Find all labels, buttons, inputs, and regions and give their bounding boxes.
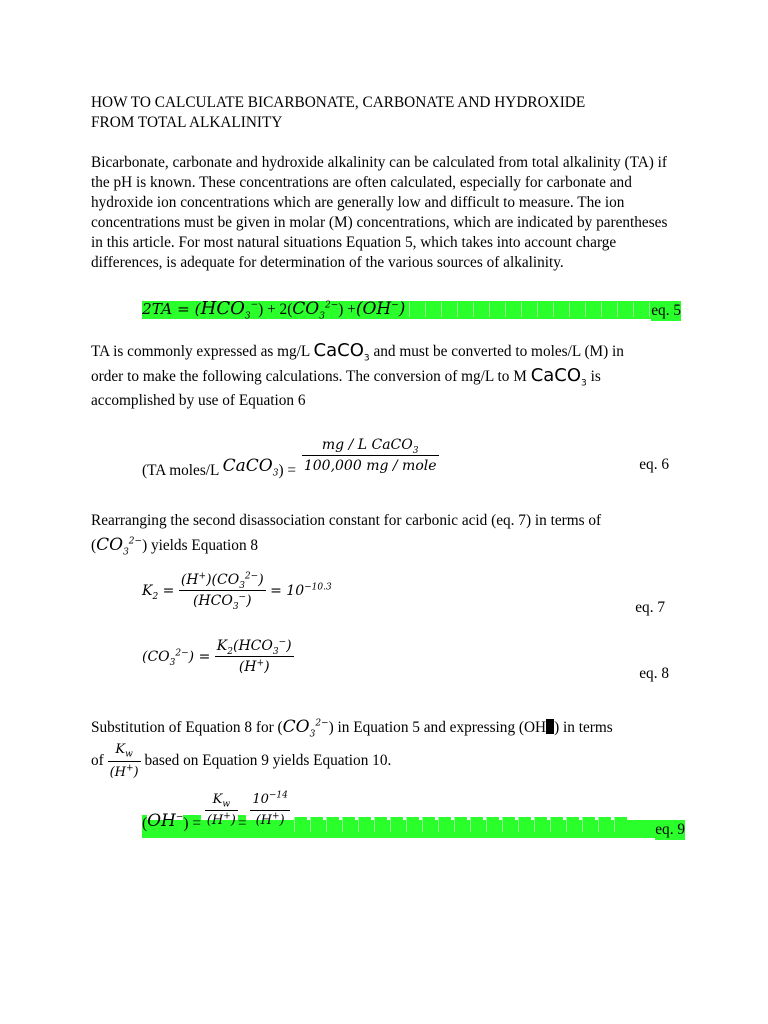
eq9-close: ) = [183,815,201,833]
eq9-10-14: $10^{-14}$ [250,790,290,811]
kw-numerator: $K_w$ [108,739,141,762]
fill-cell [390,817,403,832]
fill-cell [569,302,582,317]
fill-cell [409,302,422,317]
co3-inline: $CO_3^{2-}$ [96,535,143,558]
fill-cell [553,302,566,317]
eq6-caco3: CaCO$_3$ [222,456,279,479]
fill-cell [310,817,323,832]
eq5-lhs: 2TA = ( [142,300,201,318]
title-line-2: FROM TOTAL ALKALINITY [91,114,283,131]
eq5-hco3: $HCO_3^-$ [200,298,259,322]
document-body [91,93,685,840]
fill-cell [422,817,435,832]
equation-9 [91,790,685,840]
fill-cell [598,817,611,832]
eq8-fraction [215,636,294,677]
equation-6 [91,419,681,495]
caco3-inline: CaCO$_3$ [313,340,370,364]
fill-cell [502,817,515,832]
eq5-label: eq. 5 [651,302,681,319]
eq6-numerator: mg / L CaCO$_3$ [302,435,439,456]
eq9-label: eq. 9 [655,821,685,838]
fill-cell [582,817,595,832]
fill-cell [406,817,419,832]
eq7-denominator: $(HCO_3^-)$ [192,592,252,612]
fill-cell [294,817,307,832]
fill-cell [473,302,486,317]
eq7-rhs: = $10^{-10.3}$ [270,581,332,599]
eq7-k2: $K_2$ = [142,582,175,602]
eq9-oh: OH− [147,811,184,832]
redaction-block [546,719,554,734]
fill-cell [537,302,550,317]
fill-cell [633,302,646,317]
eq6-eq: ) = [278,462,297,480]
fill-cell [489,302,502,317]
fill-cell [550,817,563,832]
fill-cell [601,302,614,317]
eq8-numerator: $K_2(HCO_3^-)$ [216,637,292,657]
fill-cell [374,817,387,832]
fill-cell [454,817,467,832]
fill-cell [342,817,355,832]
title-line-1: HOW TO CALCULATE BICARBONATE, CARBONATE AND HYDROXIDE [91,94,586,111]
eq9-h: (H+) [206,811,236,828]
page-title [91,93,681,133]
equation-5 [91,289,681,329]
equation-7 [91,566,681,632]
fill-cell [358,817,371,832]
eq7-fraction [179,570,266,611]
fill-cell [521,302,534,317]
fill-cell [518,817,531,832]
substitution-paragraph: Substitution of Equation 8 for $(CO_3^{2-})$ in Equation 5 and expressing (OH ) in terms of $\frac{K_w}{(H^+)}$ based on Equation 9 yields Equation 10. [91,716,681,784]
eq9-fill-cells [294,817,630,833]
fill-cell [425,302,438,317]
rearranging-paragraph: Rearranging the second disassociation constant for carbonic acid (eq. 7) in terms of $(CO_3^{2-})$ yields Equation 8 [91,512,602,558]
eq8-denominator: (H+) [238,658,270,675]
fill-cell [486,817,499,832]
eq5-fill-cells [409,302,665,318]
fill-cell [470,817,483,832]
eq8-lhs: $(CO_3^{2-})$ = [142,647,211,668]
eq9-kw: $K_w$ [205,790,238,811]
fill-cell [585,302,598,317]
ta-paragraph: TA is commonly expressed as mg/L CaCO$_3$ and must be converted to moles/L (M) in order to make the following calculations. The conversion of mg/L to M CaCO$_3$ is accomplished by use of Equation 6 [91,340,624,409]
eq8-label: eq. 8 [639,665,669,682]
equation-8 [91,634,681,694]
eq9-fraction-1 [205,790,238,831]
h-denominator: (H+) [109,763,139,780]
eq6-denominator: 100,000 mg / mole [303,458,437,474]
eq9-eq: = [237,815,247,833]
caco3-inline-2: CaCO$_3$ [530,365,587,389]
fill-cell [326,817,339,832]
eq9-fraction-2 [250,790,290,831]
eq5-plus: ) + [338,301,356,318]
eq5-co3: $CO_3^{2-}$ [292,299,339,322]
eq7-numerator: $(H^+)(CO_3^{2-})$ [180,571,264,591]
eq9-h-2: (H+) [255,811,285,828]
eq6-fraction [302,435,439,476]
kw-over-h-fraction [108,739,141,784]
fill-cell [505,302,518,317]
eq6-lhs: (TA moles/L [142,462,219,480]
eq6-label: eq. 6 [639,456,669,473]
fill-cell [441,302,454,317]
fill-cell [617,302,630,317]
intro-paragraph: Bicarbonate, carbonate and hydroxide alkalinity can be calculated from total alkalinity (TA) if the pH is known. These concentrations are often calculated, especially for carbonate and hydroxide ion concentrations which are generally low and difficult to measure. The ion concentrations must be given in molar (M) concentrations, which are indicated by parentheses in this article. For most natural situations Equation 5, which takes into account charge differences, is adequate for determination of the various sources of alkalinity. [91,154,668,271]
eq5-oh: (OH−) [355,299,406,319]
fill-cell [566,817,579,832]
eq7-label: eq. 7 [635,599,665,616]
co3-inline-3: $CO_3^{2-}$ [282,717,329,740]
eq9-open: ( [142,815,148,833]
fill-cell [438,817,451,832]
fill-cell [614,817,627,832]
fill-cell [457,302,470,317]
fill-cell [534,817,547,832]
eq5-mid: ) + 2( [258,301,293,318]
